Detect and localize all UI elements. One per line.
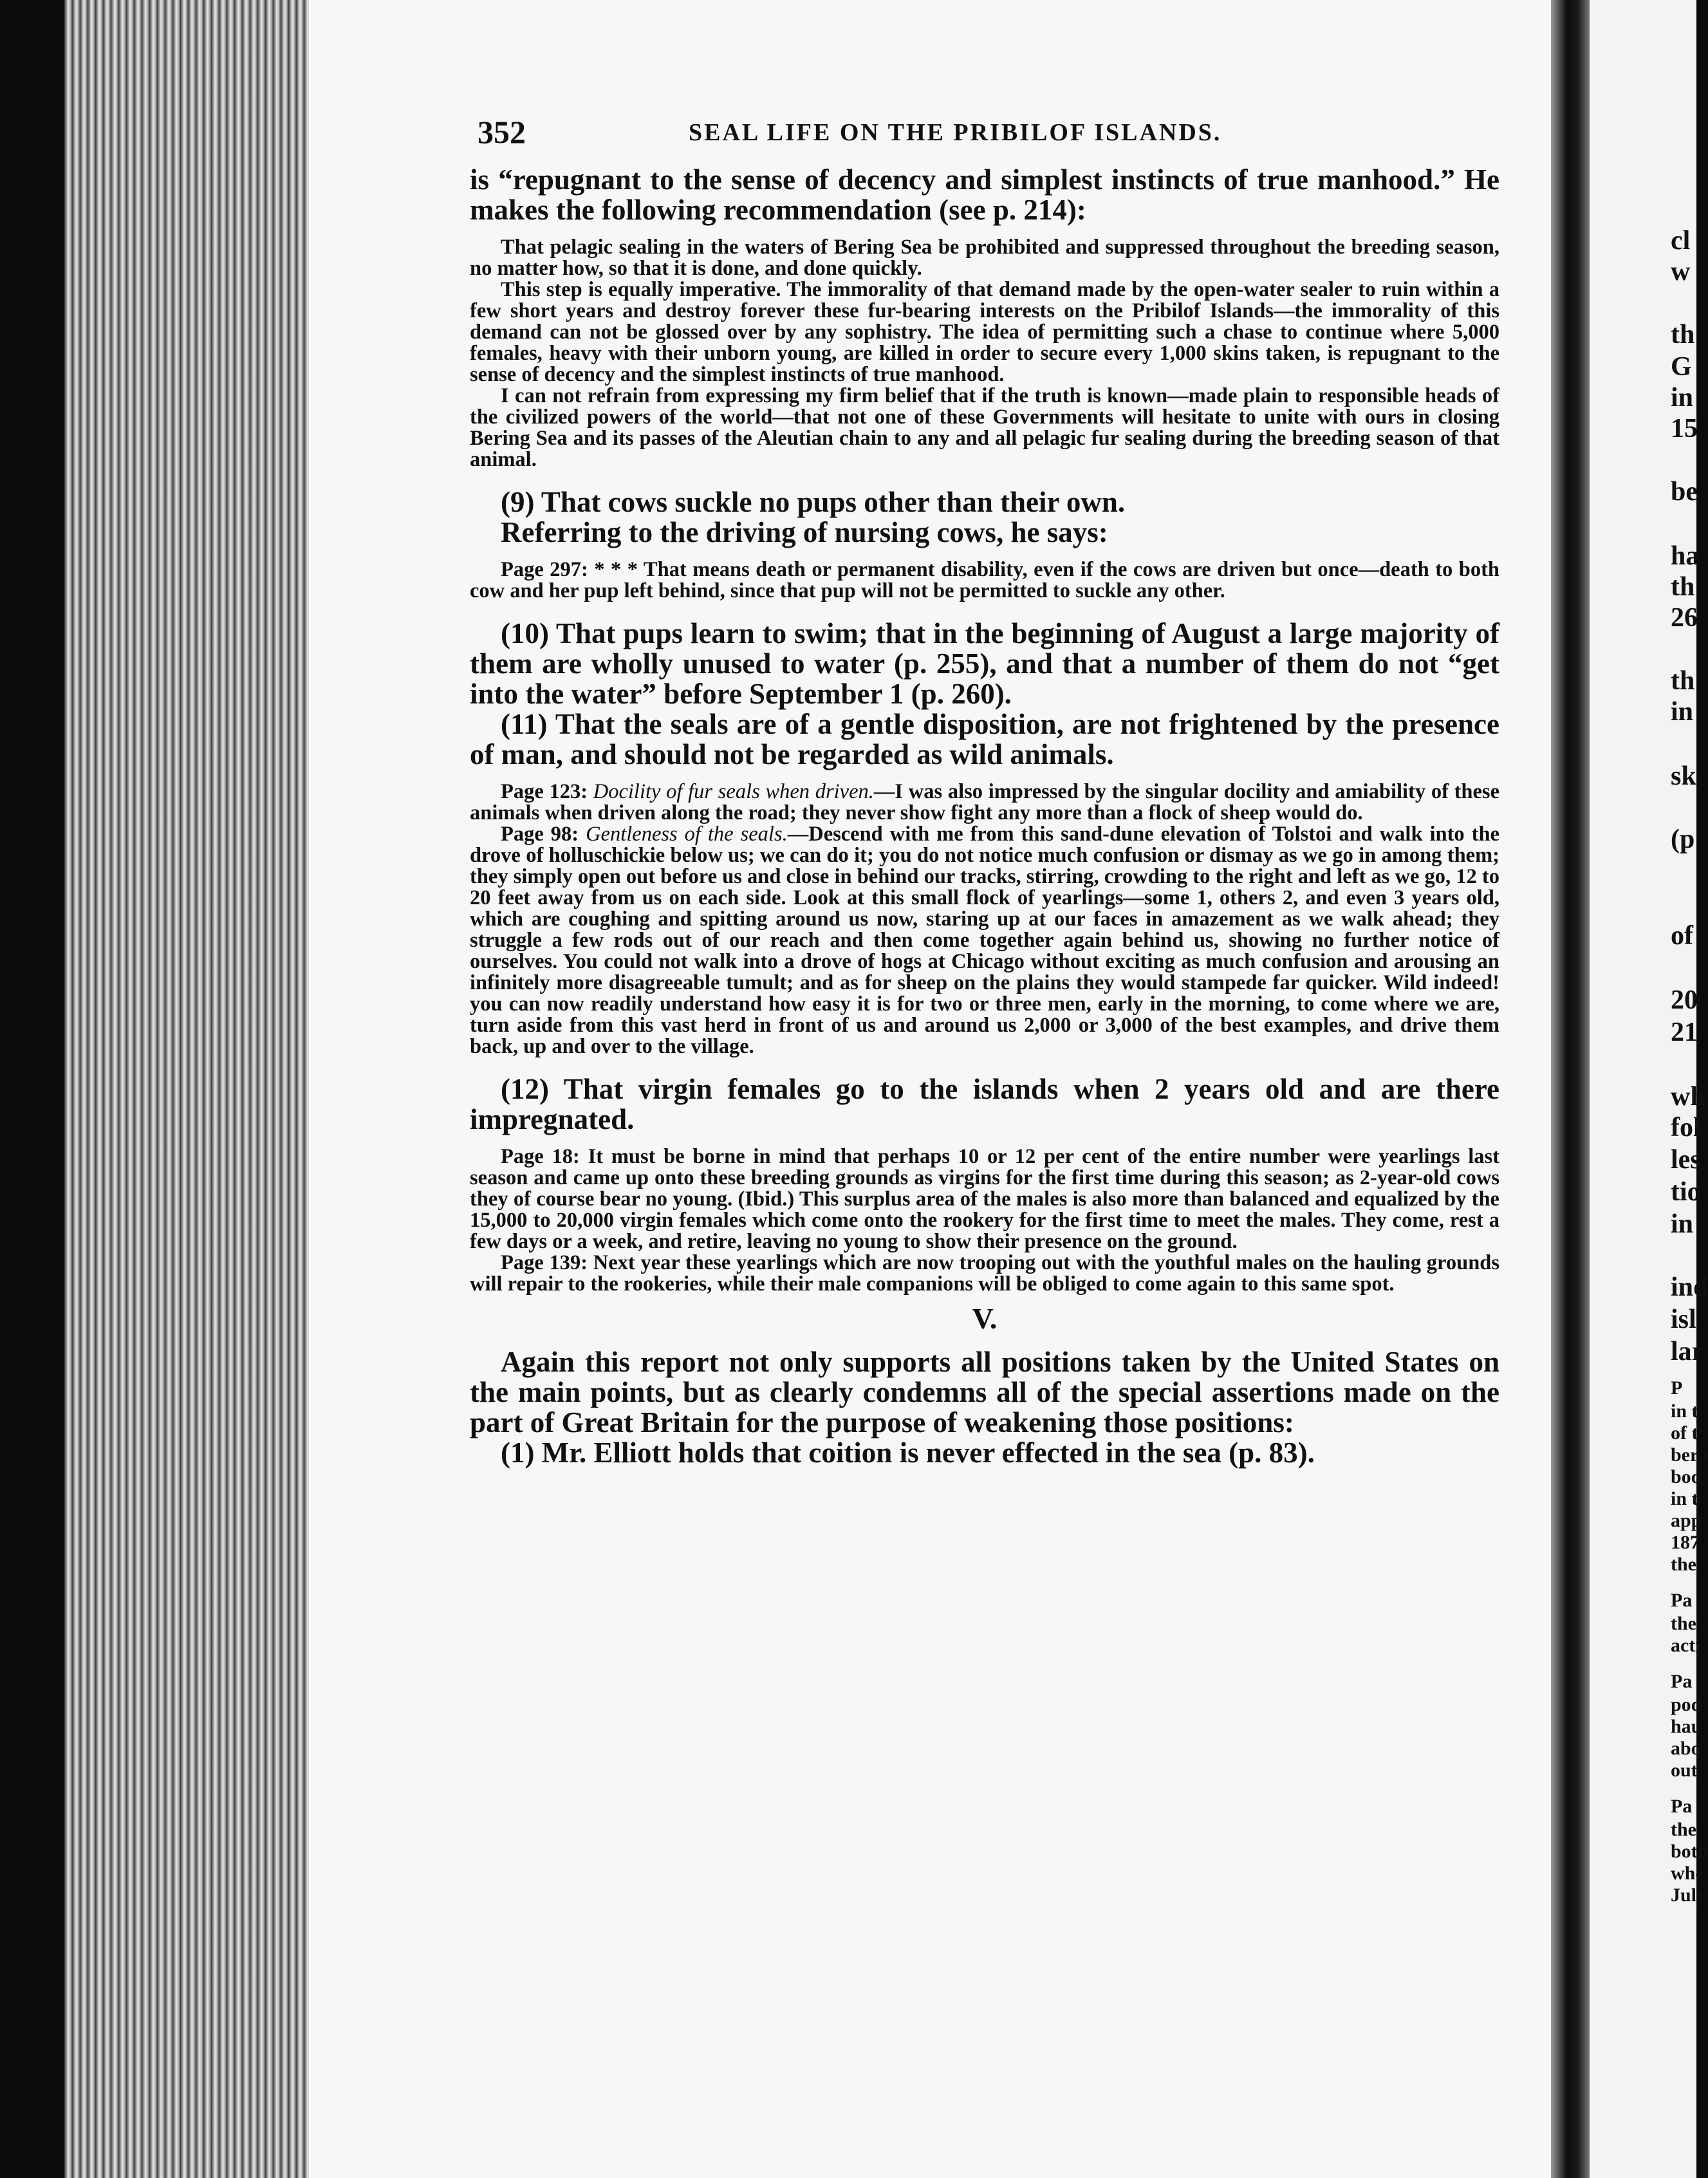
opposite-page-fragment: isl [1671, 1305, 1696, 1334]
opposite-page-fragment: cl [1671, 226, 1691, 256]
opposite-page-fragment: th [1671, 666, 1695, 696]
opposite-page-fragment: lar [1671, 1337, 1704, 1366]
opposite-page-fragment: the [1671, 1554, 1696, 1575]
opposite-page-fragment: tio [1671, 1177, 1701, 1207]
opposite-page-fragment: les [1671, 1145, 1701, 1175]
opposite-page-fragment: th [1671, 572, 1695, 602]
opposite-page-fragment: 187 [1671, 1532, 1700, 1553]
point-9: (9) That cows suckle no pups other than their own. [501, 486, 1126, 518]
opposite-page-fragment: whe [1671, 1863, 1704, 1884]
opposite-page-fragment: 20 [1671, 985, 1698, 1015]
opposite-page-fragment: P [1671, 1377, 1683, 1399]
opposite-page-fragment: (p [1671, 824, 1695, 854]
opposite-page-fragment: out [1671, 1760, 1698, 1781]
quote-lead: Page 98: [501, 823, 586, 846]
opposite-page-fragment: bera [1671, 1444, 1708, 1466]
opposite-page-fragment: app [1671, 1510, 1702, 1531]
quote-heading-italic: Docility of fur seals when driven. [593, 780, 874, 803]
quote-page-98 [470, 824, 1499, 1057]
opposite-page-fragment: the [1671, 1819, 1696, 1840]
quote-text: —I was also impressed by the singular docility and amiability of these animals when driven along the road; they never show fight any more than a flock of sheep would do. [470, 780, 1499, 824]
quote-page-139: Page 139: Next year these yearlings which are now trooping out with the youthful males on the hauling grounds will repair to the rookeries, while their male companions will be obliged to come again to this same spot. [470, 1251, 1499, 1296]
opposite-page-fragment: 15 [1671, 414, 1698, 443]
opposite-page-fragment: wh [1671, 1082, 1705, 1112]
opposite-page-fragment: bod [1671, 1466, 1702, 1487]
opposite-page-fragment: of [1671, 921, 1693, 951]
quote-lead: Page 123: [501, 780, 593, 803]
opposite-page-fragment: hau [1671, 1716, 1702, 1737]
opposite-page-fragment: in t [1671, 1401, 1698, 1422]
opposite-page-fragment: fol [1671, 1113, 1701, 1142]
opposite-page-fragment: acti [1671, 1635, 1701, 1656]
quote-page-297: Page 297: * * * That means death or permanent disability, even if the cows are driven but once—death to both cow and her pup left behind, since that pup will not be permitted to suckle any other. [470, 558, 1499, 602]
opposite-page-fragment: of t [1671, 1422, 1698, 1444]
opposite-page-fragment: July [1671, 1885, 1707, 1906]
quote-page-18: Page 18: It must be borne in mind that perhaps 10 or 12 per cent of the entire number were yearlings last season and came up onto these breeding grounds as virgins for the first time during this season; as 2-year-old cows they of course bear no young. (Ibid.) This surplus area of the males is also more than balanced and equalized by the 15,000 to 20,000 virgin females which come onto the rookery for the first time to meet the males. They come, rest a few days or a week, and retire, leaving no young to show their presence on the ground. [470, 1145, 1499, 1253]
opposite-page-fragment: the [1671, 1613, 1696, 1634]
running-title: SEAL LIFE ON THE PRIBILOF ISLANDS. [689, 119, 1222, 146]
paragraph-intro: is “repugnant to the sense of decency and simplest instincts of true manhood.” He makes the following recommendation (see p. 214): [470, 163, 1499, 226]
running-head [470, 109, 1499, 161]
opposite-page-fragment: 21 [1671, 1018, 1698, 1047]
opposite-page-fragment: Pa [1671, 1590, 1693, 1611]
book-page-edges [64, 0, 335, 2178]
section-heading: V. [972, 1302, 998, 1335]
opposite-page-fragment: in [1671, 697, 1694, 727]
quote-heading-italic: Gentleness of the seals. [586, 823, 788, 846]
opposite-page-fragment: G [1671, 352, 1692, 382]
point-10: (10) That pups learn to swim; that in the beginning of August a large majority of them are wholly unused to water (p. 255), and that a number of them do not “get into the water” before September 1 (p. 260). [470, 617, 1499, 710]
point-9-intro: Referring to the driving of nursing cows, he says: [501, 516, 1108, 548]
opposite-page-fragment: be [1671, 477, 1698, 507]
quote-recommendation-3: I can not refrain from expressing my firm belief that if the truth is known—made plain to responsible heads of the civilized powers of the world—that not one of these Governments will hesitate to unite with ours in closing Bering Sea and its passes of the Aleutian chain to any and all pelagic fur sealing during the breeding season of that animal. [470, 384, 1499, 471]
opposite-page-fragment: th [1671, 320, 1695, 349]
opposite-page-fragment: Pa [1671, 1671, 1693, 1692]
quote-recommendation-2: This step is equally imperative. The immorality of that demand made by the open-water sealer to ruin within a few short years and destroy forever these fur-bearing interests on the Pribilof Islands—the immorality of this demand can not be glossed over by any sophistry. The idea of permitting such a chase to continue where 5,000 females, heavy with their unborn young, are killed in order to secure every 1,000 skins taken, is repugnant to the sense of decency and the simplest instincts of true manhood. [470, 278, 1499, 386]
opposite-page-fragment: w [1671, 257, 1691, 286]
quote-page-123 [470, 781, 1499, 824]
opposite-page-fragment: ind [1671, 1272, 1708, 1302]
quote-text: —Descend with me from this sand-dune elevation of Tolstoi and walk into the drove of holluschickie below us; we can do it; you do not notice much confusion or dismay as we go in among them; they simply open out before us and close in behind our tracks, stirring, crowding to the right and left as we go, 12 to 20 feet away from us on each side. Look at this small flock of yearlings—some 1, others 2, and even 3 years old, which are coughing and spitting around us now, staring up at our faces in amazement as we walk ahead; they struggle a few rods out of our reach and then come together again behind us, showing no further notice of ourselves. You could not walk into a drove of hogs at Chicago without exciting as much confusion and arousing an infinitely more disagreeable tumult; and as for sheep on the plains they would stampede far quicker. Wild indeed! you can now readily understand how easy it is for two or three men, early in the morning, to come where we are, turn aside from this vast herd in front of us and around us 2,000 or 3,000 of the best examples, and drive them back, up and over to the village. [470, 823, 1499, 1058]
page-content [470, 109, 1499, 1468]
paragraph-section-v: Again this report not only supports all positions taken by the United States on the main points, but as clearly condemns all of the special assertions made on the part of Great Britain for the purpose of weakening those positions: [470, 1346, 1499, 1438]
opposite-page-fragment: pod [1671, 1694, 1702, 1715]
opposite-page-fragment: in t [1671, 1488, 1698, 1509]
opposite-page-fragment: Pa [1671, 1796, 1693, 1817]
opposite-page-fragment: sk [1671, 761, 1696, 791]
point-11: (11) That the seals are of a gentle disposition, are not frightened by the presence of man, and should not be regarded as wild animals. [470, 708, 1499, 770]
opposite-page-fragment: 26 [1671, 603, 1698, 633]
point-12: (12) That virgin females go to the islands when 2 years old and are there impregnated. [470, 1073, 1499, 1135]
point-v-1: (1) Mr. Elliott holds that coition is never effected in the sea (p. 83). [501, 1437, 1315, 1469]
opposite-page-fragment: in [1671, 383, 1694, 413]
opposite-page-fragment: ha [1671, 541, 1700, 571]
opposite-page-fragment: in [1671, 1209, 1694, 1239]
opposite-page-fragment: both [1671, 1841, 1708, 1862]
book-gutter [1551, 0, 1590, 2178]
opposite-page-fragment: abo [1671, 1738, 1701, 1759]
page-number: 352 [478, 114, 526, 150]
quote-recommendation-1: That pelagic sealing in the waters of Bering Sea be prohibited and suppressed throughout the breeding season, no matter how, so that it is done, and done quickly. [470, 236, 1499, 280]
